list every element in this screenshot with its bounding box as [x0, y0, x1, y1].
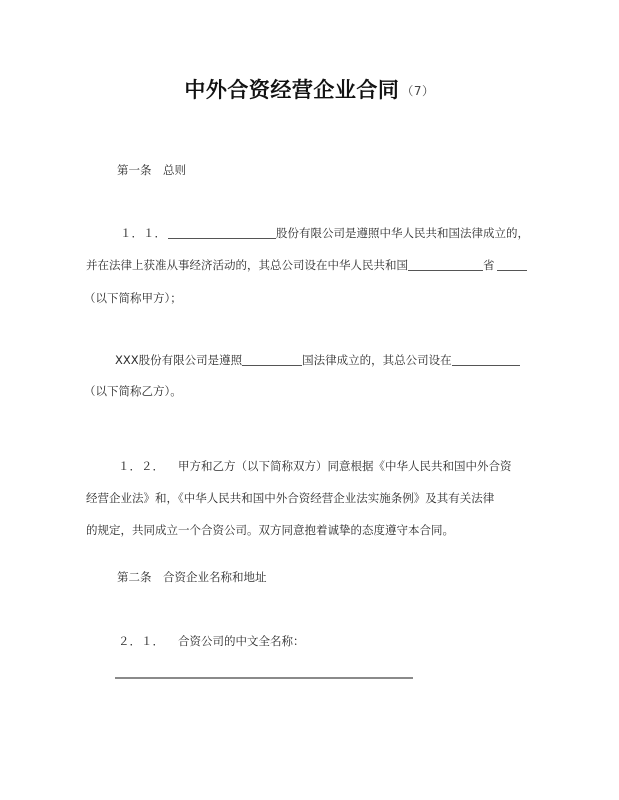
clause-1-2-line-2: 经营企业法》和，《中华人民共和国中外合资经营企业法实施条例》及其有关法律 — [86, 491, 495, 505]
clause-number: １．１． — [120, 226, 166, 240]
clause-1-1-line-2 — [86, 257, 527, 273]
clause-text: XXX股份有限公司是遵照 — [115, 353, 243, 367]
clause-1-1-line-3: （以下简称甲方）； — [84, 291, 182, 305]
section-heading-general: 第一条 总则 — [117, 163, 186, 177]
clause-2-1-line-1 — [118, 633, 305, 649]
document-title — [0, 74, 619, 104]
party-b-location-blank[interactable] — [452, 353, 520, 366]
clause-number: １．２． — [118, 459, 164, 473]
party-b-country-blank[interactable] — [242, 353, 302, 366]
party-b-line-2: （以下简称乙方）。 — [84, 384, 182, 398]
section-heading-name-address: 第二条 合资企业名称和地址 — [117, 570, 267, 584]
province-blank[interactable] — [497, 258, 527, 271]
chinese-name-blank-line[interactable] — [115, 677, 413, 679]
clause-1-2-line-1 — [118, 458, 512, 474]
clause-1-2-line-3: 的规定，共同成立一个合资公司。双方同意抱着诚挚的态度遵守本合同。 — [86, 523, 454, 537]
clause-text: 国法律成立的，其总公司设在 — [302, 353, 452, 367]
clause-text: 并在法律上获准从事经济活动的，其总公司设在中华人民共和国 — [86, 258, 408, 272]
party-a-name-blank[interactable] — [168, 226, 276, 239]
clause-text: 合资公司的中文全名称： — [178, 634, 305, 648]
country-blank[interactable] — [408, 258, 483, 271]
clause-1-1-line-1 — [120, 225, 529, 241]
clause-number: ２．１． — [118, 634, 164, 648]
title-number: （7） — [401, 84, 435, 98]
clause-text: 甲方和乙方（以下简称双方）同意根据《中华人民共和国中外合资 — [178, 459, 512, 473]
clause-text: 股份有限公司是遵照中华人民共和国法律成立的， — [276, 226, 529, 240]
province-label: 省 — [483, 258, 495, 272]
party-b-line-1 — [115, 352, 520, 368]
title-text: 中外合资经营企业合同 — [184, 78, 400, 102]
